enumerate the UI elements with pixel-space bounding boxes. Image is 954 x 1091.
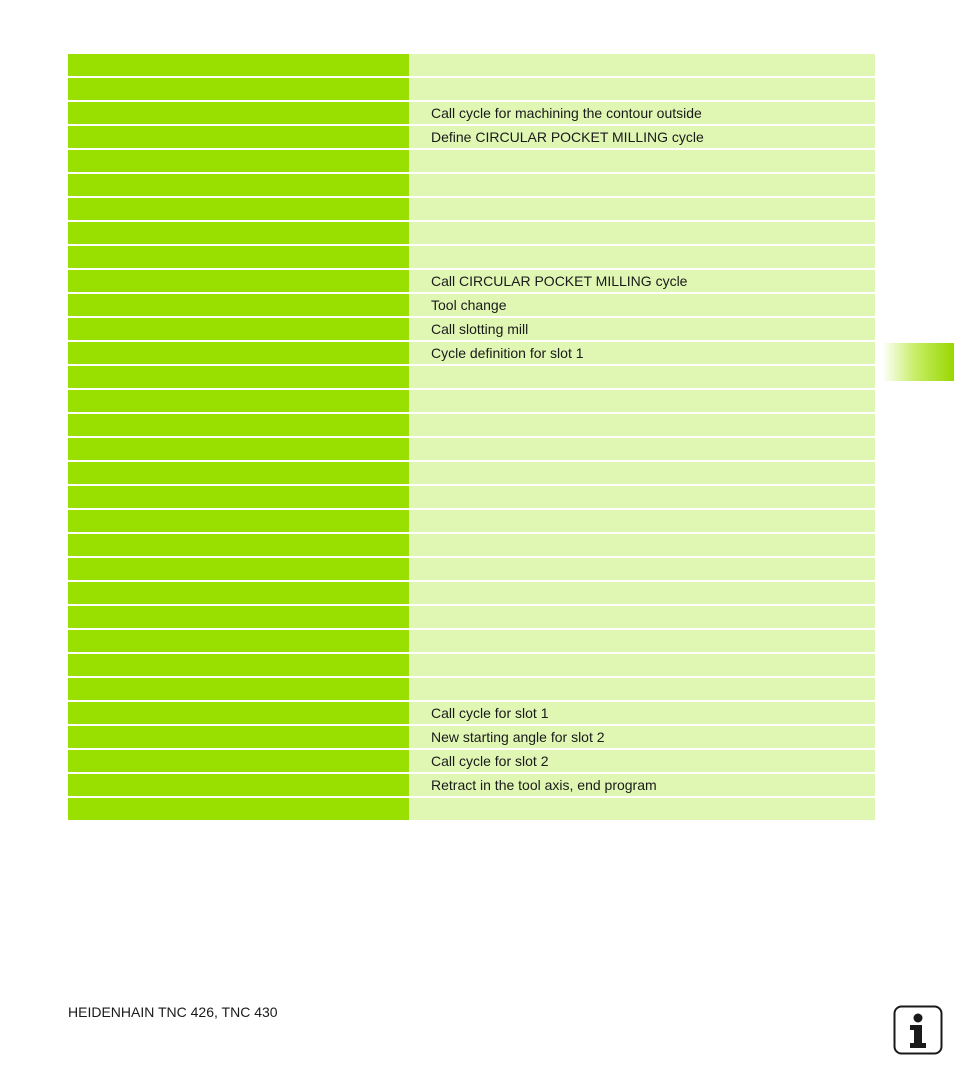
table-row [68,798,875,820]
program-code-cell [68,750,409,772]
program-code-cell [68,246,409,268]
table-row [68,510,875,532]
program-code-cell [68,102,409,124]
program-code-cell [68,342,409,364]
program-code-cell [68,294,409,316]
table-row [68,246,875,268]
table-row [68,654,875,676]
program-code-cell [68,534,409,556]
table-row [68,390,875,412]
description-cell: Retract in the tool axis, end program [409,774,875,796]
program-code-cell [68,510,409,532]
program-code-cell [68,630,409,652]
table-row [68,174,875,196]
table-row [68,198,875,220]
program-code-cell [68,414,409,436]
program-code-cell [68,726,409,748]
info-icon [893,1005,943,1055]
description-cell [409,678,875,700]
table-row [68,582,875,604]
description-cell [409,486,875,508]
description-cell [409,462,875,484]
table-row [68,486,875,508]
program-code-cell [68,78,409,100]
description-cell [409,366,875,388]
table-row [68,630,875,652]
program-code-cell [68,198,409,220]
description-cell: Call cycle for machining the contour outside [409,102,875,124]
description-cell [409,414,875,436]
description-cell [409,510,875,532]
table-row [68,534,875,556]
program-code-cell [68,486,409,508]
description-cell [409,78,875,100]
description-cell [409,606,875,628]
description-cell [409,534,875,556]
table-row [68,438,875,460]
program-code-cell [68,798,409,820]
description-cell [409,654,875,676]
program-code-cell [68,390,409,412]
program-code-cell [68,582,409,604]
program-table [68,54,875,822]
program-code-cell [68,558,409,580]
table-row [68,54,875,76]
program-code-cell [68,678,409,700]
program-code-cell [68,174,409,196]
description-cell [409,54,875,76]
description-cell: Call CIRCULAR POCKET MILLING cycle [409,270,875,292]
table-row [68,222,875,244]
description-cell: Tool change [409,294,875,316]
program-code-cell [68,150,409,172]
program-code-cell [68,366,409,388]
program-code-cell [68,438,409,460]
description-cell [409,582,875,604]
description-cell [409,222,875,244]
table-row [68,606,875,628]
table-row [68,558,875,580]
program-code-cell [68,270,409,292]
description-cell [409,174,875,196]
table-row [68,294,875,316]
table-row [68,462,875,484]
description-cell [409,798,875,820]
description-cell [409,438,875,460]
program-code-cell [68,654,409,676]
table-row [68,366,875,388]
description-cell [409,630,875,652]
description-cell: Call slotting mill [409,318,875,340]
table-row [68,750,875,772]
table-row [68,702,875,724]
table-row [68,414,875,436]
description-cell: Call cycle for slot 2 [409,750,875,772]
program-code-cell [68,702,409,724]
program-code-cell [68,222,409,244]
program-code-cell [68,606,409,628]
description-cell [409,246,875,268]
chapter-tab [882,343,954,381]
program-code-cell [68,774,409,796]
table-row [68,270,875,292]
table-row [68,318,875,340]
program-code-cell [68,126,409,148]
table-row [68,78,875,100]
description-cell [409,390,875,412]
program-code-cell [68,54,409,76]
table-row [68,726,875,748]
description-cell: New starting angle for slot 2 [409,726,875,748]
description-cell [409,558,875,580]
description-cell [409,150,875,172]
description-cell: Define CIRCULAR POCKET MILLING cycle [409,126,875,148]
table-row [68,102,875,124]
table-row [68,126,875,148]
footer-product-name: HEIDENHAIN TNC 426, TNC 430 [68,1004,278,1020]
table-row [68,150,875,172]
table-row [68,678,875,700]
description-cell [409,198,875,220]
table-row [68,774,875,796]
description-cell: Cycle definition for slot 1 [409,342,875,364]
description-cell: Call cycle for slot 1 [409,702,875,724]
table-row [68,342,875,364]
program-code-cell [68,318,409,340]
program-code-cell [68,462,409,484]
